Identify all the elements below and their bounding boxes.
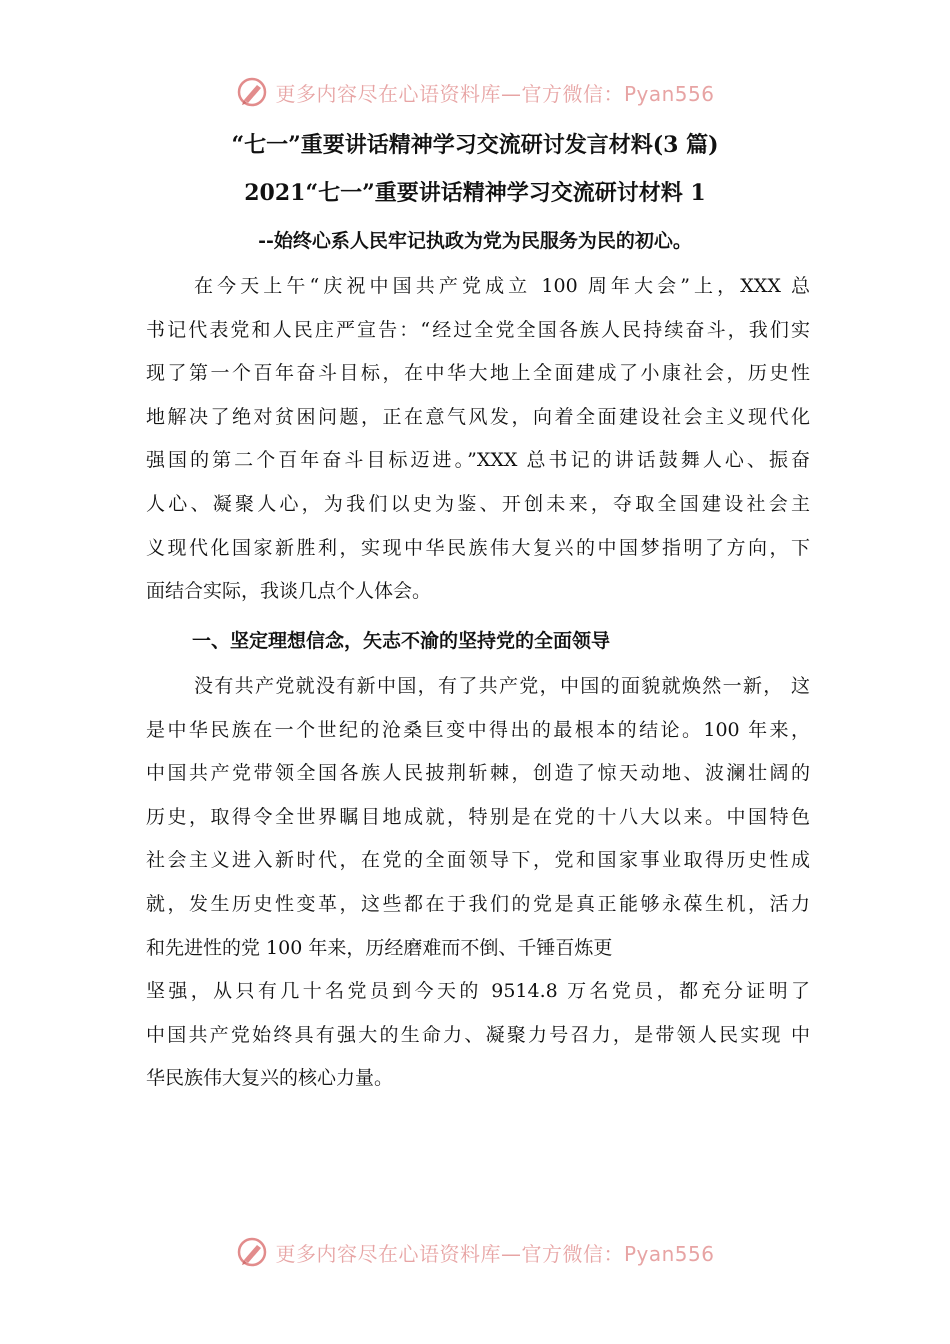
watermark-header — [0, 72, 950, 112]
paragraph-line: 地解决了绝对贫困问题，正在意气风发，向着全面建设社会主义现代化 — [146, 405, 810, 428]
paragraph-line: 社会主义进入新时代，在党的全面领导下，党和国家事业取得历史性成 — [146, 849, 810, 872]
paragraph-line: 历史，取得令全世界瞩目地成就，特别是在党的十八大以来。中国特色 — [146, 805, 810, 828]
paragraph-line: 人心、凝聚人心，为我们以史为鉴、开创未来，夺取全国建设社会主 — [146, 492, 810, 515]
document-subheading: --始终心系人民牢记执政为党为民服务为民的初心。 — [258, 230, 692, 252]
paragraph-line: 是中华民族在一个世纪的沧桑巨变中得出的最根本的结论。100 年来， — [146, 718, 810, 741]
pen-logo-icon — [235, 75, 269, 109]
paragraph-line: 面结合实际，我谈几点个人体会。 — [146, 580, 432, 603]
pen-logo-icon — [235, 1235, 269, 1269]
paragraph-2 — [146, 665, 810, 1101]
document-title: “七一”重要讲话精神学习交流研讨发言材料(3 篇) — [231, 132, 719, 158]
paragraph-line: 坚强，从只有几十名党员到今天的 9514.8 万名党员，都充分证明了 — [146, 980, 810, 1003]
paragraph-line: 义现代化国家新胜利，实现中华民族伟大复兴的中国梦指明了方向，下 — [146, 536, 810, 559]
paragraph-line: 在今天上午“庆祝中国共产党成立 100 周年大会”上，XXX 总 — [194, 275, 810, 297]
paragraph-line: 和先进性的党 100 年来，历经磨难而不倒、千锤百炼更 — [146, 936, 613, 959]
paragraph-line: 华民族伟大复兴的核心力量。 — [146, 1067, 394, 1090]
watermark-text: 更多内容尽在心语资料库—官方微信：Pyan556 — [275, 81, 715, 106]
watermark-text: 更多内容尽在心语资料库—官方微信：Pyan556 — [275, 1241, 715, 1266]
paragraph-1 — [146, 265, 810, 614]
paragraph-line: 中国共产党带领全国各族人民披荆斩棘，创造了惊天动地、波澜壮阔的 — [146, 762, 810, 785]
paragraph-line: 现了第一个百年奋斗目标，在中华大地上全面建成了小康社会，历史性 — [146, 362, 810, 385]
document-subtitle-title: 2021“七一”重要讲话精神学习交流研讨材料 1 — [244, 180, 706, 206]
paragraph-line: 中国共产党始终具有强大的生命力、凝聚力号召力，是带领人民实现 中 — [146, 1023, 810, 1046]
paragraph-line: 强国的第二个百年奋斗目标迈进。”XXX 总书记的讲话鼓舞人心、振奋 — [146, 449, 810, 472]
paragraph-line: 就，发生历史性变革，这些都在于我们的党是真正能够永葆生机，活力 — [146, 892, 810, 915]
paragraph-line: 书记代表党和人民庄严宣告：“经过全党全国各族人民持续奋斗，我们实 — [146, 318, 810, 341]
section-heading-1: 一、坚定理想信念，矢志不渝的坚持党的全面领导 — [192, 630, 611, 652]
paragraph-line: 没有共产党就没有新中国，有了共产党，中国的面貌就焕然一新， 这 — [194, 675, 810, 697]
watermark-footer — [0, 1232, 950, 1272]
